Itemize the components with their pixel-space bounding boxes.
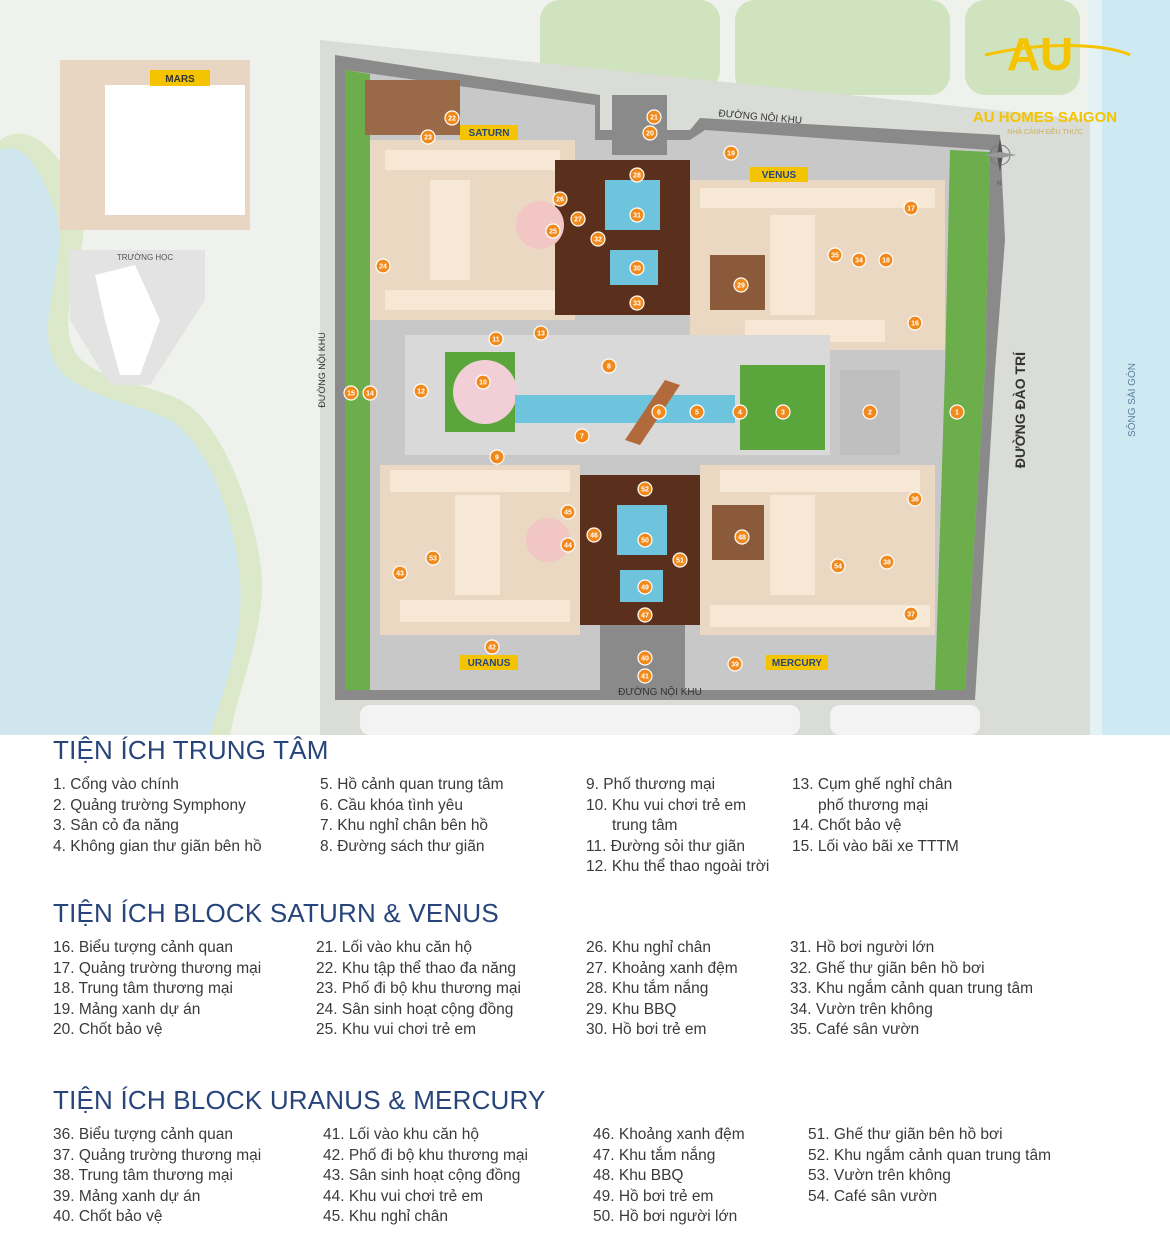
marker-46 [587,528,601,542]
marker-number: 22 [448,115,456,123]
legend-item: 50. Hồ bơi người lớn [593,1208,738,1225]
legend-item: trung tâm [612,817,678,834]
marker-32 [591,232,605,246]
legend-item: 3. Sân cỏ đa năng [53,817,179,834]
legend-item: 22. Khu tập thể thao đa năng [316,959,516,977]
marker-number: 20 [646,130,654,138]
legend-item: 38. Trung tâm thương mại [53,1167,233,1184]
legend-item: 13. Cụm ghế nghỉ chân [792,776,953,793]
marker-number: 11 [492,336,500,344]
marker-number: 1 [955,409,959,417]
legend-item: 52. Khu ngắm cảnh quan trung tâm [808,1146,1051,1164]
legend-item: 11. Đường sỏi thư giãn [586,837,746,855]
school-label: TRƯỜNG HỌC [116,253,174,262]
marker-30 [630,261,644,275]
marker-26 [553,192,567,206]
legend-item: 20. Chốt bảo vệ [53,1021,163,1038]
legend-section-title: TIỆN ÍCH BLOCK URANUS & MERCURY [53,1085,546,1115]
road-label-right: ĐƯỜNG ĐÀO TRÍ [1012,351,1028,469]
marker-25 [546,224,560,238]
kids-playground-central [453,360,517,424]
road-label-bottom: ĐƯỜNG NỘI KHU [618,687,702,698]
legend-item: 45. Khu nghỉ chân [323,1208,448,1225]
sport-court [365,80,460,135]
marker-7 [575,429,589,443]
legend-item: 49. Hồ bơi trẻ em [593,1187,714,1205]
marker-number: 25 [549,228,557,236]
brand-logo-letters: AU [1006,28,1074,80]
legend-item: 23. Phố đi bộ khu thương mại [316,980,521,997]
legend-item: 8. Đường sách thư giãn [320,837,485,855]
marker-number: 48 [738,534,746,542]
legend-item: 25. Khu vui chơi trẻ em [316,1021,477,1038]
pool-adult-south [617,505,667,555]
marker-number: 13 [537,330,545,338]
marker-36 [908,492,922,506]
marker-18 [879,253,893,267]
legend-item: 32. Ghế thư giãn bên hồ bơi [790,959,985,977]
marker-number: 5 [695,409,699,417]
marker-number: 16 [911,320,919,328]
marker-number: 41 [641,673,649,681]
marker-number: 53 [429,555,437,563]
legend-item: 6. Cầu khóa tình yêu [320,796,464,814]
marker-number: 17 [907,205,915,213]
marker-number: 38 [883,559,891,567]
marker-19 [724,146,738,160]
river-label: SÔNG SÀI GÒN [1127,363,1138,437]
marker-number: 29 [737,282,745,290]
legend-item: 15. Lối vào bãi xe TTTM [792,837,959,855]
marker-number: 9 [495,454,499,462]
legend-item: 26. Khu nghỉ chân [586,939,711,956]
marker-1 [950,405,964,419]
marker-number: 2 [868,409,872,417]
legend-column [586,775,769,878]
marker-38 [880,555,894,569]
marker-4 [733,405,747,419]
legend-item: 51. Ghế thư giãn bên hồ bơi [808,1126,1003,1143]
marker-33 [630,296,644,310]
marker-45 [561,505,575,519]
legend-column [53,775,262,857]
marker-8 [602,359,616,373]
marker-41 [638,669,652,683]
marker-number: 10 [479,379,487,387]
marker-number: 36 [911,496,919,504]
marker-14 [363,386,377,400]
saturn-label: SATURN [468,128,510,139]
legend-column [53,1125,261,1228]
legend-column [808,1125,1051,1207]
marker-43 [393,566,407,580]
marker-44 [561,538,575,552]
marker-number: 26 [556,196,564,204]
marker-2 [863,405,877,419]
legend-section-title: TIỆN ÍCH TRUNG TÂM [53,735,329,765]
marker-number: 51 [676,557,684,565]
marker-52 [638,482,652,496]
marker-27 [571,212,585,226]
road-label-left: ĐƯỜNG NỘI KHU [317,332,327,408]
marker-48 [735,530,749,544]
legend-item: 21. Lối vào khu căn hộ [316,939,472,956]
legend-item: 39. Mảng xanh dự án [53,1187,201,1205]
pool-adult-north [605,180,660,230]
marker-37 [904,607,918,621]
legend-item: 1. Cổng vào chính [53,776,179,793]
marker-number: 19 [727,150,735,158]
marker-number: 44 [564,542,572,550]
marker-number: 37 [907,611,915,619]
marker-40 [638,651,652,665]
venus-label: VENUS [761,170,797,181]
legend-item: 4. Không gian thư giãn bên hồ [53,837,262,855]
marker-number: 46 [590,532,598,540]
legend-column [593,1125,745,1228]
brand-tagline: NHÀ CÁNH ĐỀU THỨC [1007,129,1083,136]
green-lot [735,0,950,95]
marker-number: 14 [366,390,374,398]
marker-3 [776,405,790,419]
marker-number: 23 [424,134,432,142]
brand-name: AU HOMES SAIGON [972,109,1118,126]
legend-item: 44. Khu vui chơi trẻ em [323,1187,484,1205]
mars-label: MARS [165,74,195,85]
marker-number: 28 [633,172,641,180]
marker-number: 30 [633,265,641,273]
marker-number: 24 [379,263,387,271]
marker-number: 39 [731,661,739,669]
marker-number: 32 [594,236,602,244]
marker-39 [728,657,742,671]
marker-17 [904,201,918,215]
marker-50 [638,533,652,547]
marker-6 [652,405,666,419]
marker-31 [630,208,644,222]
marker-number: 47 [641,612,649,620]
legend-item: 42. Phố đi bộ khu thương mại [323,1146,528,1164]
legend-item: 34. Vườn trên không [790,1000,933,1018]
marker-number: 33 [633,300,641,308]
marker-16 [908,316,922,330]
legend-item: 40. Chốt bảo vệ [53,1208,163,1225]
marker-number: 4 [738,409,742,417]
legend-item: 2. Quảng trường Symphony [53,796,246,814]
legend-item: 47. Khu tắm nắng [593,1146,716,1164]
marker-20 [643,126,657,140]
legend-item: 7. Khu nghỉ chân bên hồ [320,817,489,834]
legend-item: 48. Khu BBQ [593,1167,684,1184]
marker-23 [421,130,435,144]
legend-column [323,1125,528,1228]
marker-number: 3 [781,409,785,417]
marker-number: 43 [396,570,404,578]
legend-item: 10. Khu vui chơi trẻ em [586,796,747,814]
legend-item: 37. Quảng trường thương mại [53,1146,262,1164]
marker-number: 54 [834,563,842,571]
marker-21 [647,110,661,124]
marker-number: 21 [650,114,658,122]
marker-12 [414,384,428,398]
mercury-label: MERCURY [771,658,823,669]
legend-item: 18. Trung tâm thương mại [53,980,233,997]
marker-42 [485,640,499,654]
marker-number: 34 [855,257,863,265]
legend-item: 29. Khu BBQ [586,1000,677,1018]
marker-number: 6 [657,409,661,417]
marker-28 [630,168,644,182]
marker-10 [476,375,490,389]
legend-item: 36. Biểu tượng cảnh quan [53,1126,233,1143]
legend-item: 14. Chốt bảo vệ [792,817,902,834]
legend-item: 28. Khu tắm nắng [586,980,709,997]
legend-column [790,938,1033,1041]
legend-column [586,938,738,1041]
marker-24 [376,259,390,273]
legend-section-title: TIỆN ÍCH BLOCK SATURN & VENUS [53,898,499,928]
legend-item: 46. Khoảng xanh đệm [593,1126,745,1143]
legend-item: 33. Khu ngắm cảnh quan trung tâm [790,980,1033,997]
legend [0,735,1170,1241]
legend-column [792,775,959,857]
legend-item: 5. Hồ cảnh quan trung tâm [320,776,504,793]
marker-29 [734,278,748,292]
marker-number: 52 [641,486,649,494]
marker-5 [690,405,704,419]
marker-number: 49 [641,584,649,592]
marker-number: 35 [831,252,839,260]
marker-35 [828,248,842,262]
legend-item: phố thương mại [818,796,929,814]
legend-item: 30. Hồ bơi trẻ em [586,1021,707,1038]
legend-item: 12. Khu thể thao ngoài trời [586,858,770,875]
marker-number: 50 [641,537,649,545]
legend-item: 41. Lối vào khu căn hộ [323,1126,479,1143]
legend-item: 9. Phố thương mại [586,776,716,793]
legend-column [316,938,521,1041]
marker-49 [638,580,652,594]
marker-number: 12 [417,388,425,396]
uranus-label: URANUS [467,658,511,669]
marker-11 [489,332,503,346]
mars-building [105,85,245,215]
marker-number: 45 [564,509,572,517]
marker-number: 42 [488,644,496,652]
marker-number: 40 [641,655,649,663]
legend-item: 16. Biểu tượng cảnh quan [53,939,233,956]
marker-54 [831,559,845,573]
legend-item: 19. Mảng xanh dự án [53,1000,201,1018]
legend-item: 31. Hồ bơi người lớn [790,939,935,956]
marker-34 [852,253,866,267]
marker-53 [426,551,440,565]
legend-item: 53. Vườn trên không [808,1167,951,1184]
marker-9 [490,450,504,464]
legend-item: 24. Sân sinh hoạt cộng đồng [316,1000,514,1018]
marker-47 [638,608,652,622]
legend-item: 17. Quảng trường thương mại [53,959,262,977]
legend-item: 54. Café sân vườn [808,1187,938,1205]
legend-item: 43. Sân sinh hoạt cộng đồng [323,1167,521,1184]
legend-column [320,775,504,857]
marker-number: 31 [633,212,641,220]
marker-13 [534,326,548,340]
marker-number: 15 [347,390,355,398]
marker-22 [445,111,459,125]
marker-number: 18 [882,257,890,265]
marker-51 [673,553,687,567]
marker-number: 7 [580,433,584,441]
marker-15 [344,386,358,400]
legend-item: 27. Khoảng xanh đệm [586,959,738,977]
compass-north: N [997,181,1002,187]
green-buffer-west [345,70,370,690]
marker-number: 27 [574,216,582,224]
legend-column [53,938,261,1041]
legend-item: 35. Café sân vườn [790,1021,920,1038]
marker-number: 8 [607,363,611,371]
road-label-top: ĐƯỜNG NỘI KHU [717,108,803,127]
